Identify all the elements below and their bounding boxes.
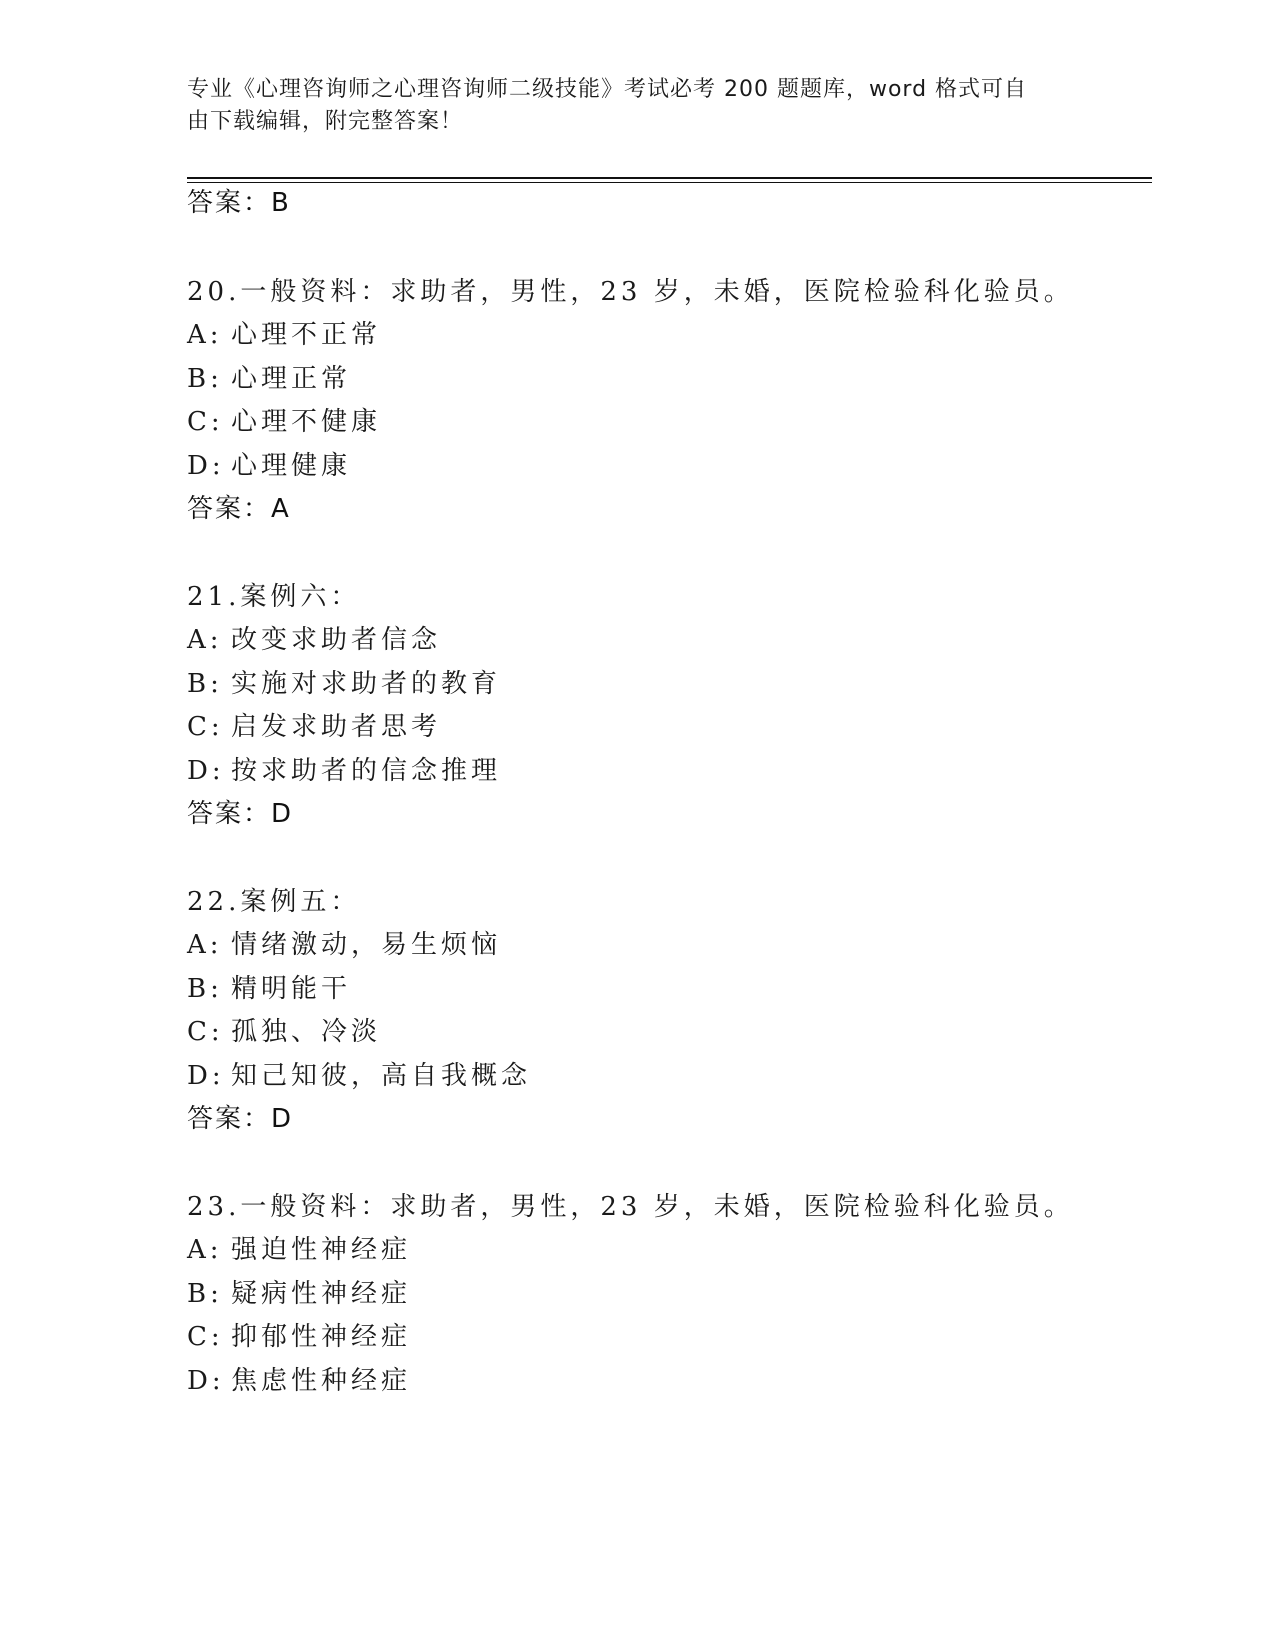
option-text: 按求助者的信念推理 xyxy=(231,756,502,786)
option-text: 焦虑性种经症 xyxy=(231,1366,412,1396)
header-divider-thin xyxy=(187,182,1152,183)
option-a xyxy=(187,1233,411,1267)
option-a xyxy=(187,928,501,962)
answer: 答案：D xyxy=(187,1104,294,1134)
option-text: 心理正常 xyxy=(231,364,352,394)
option-c xyxy=(187,1320,411,1354)
option-key: A: xyxy=(187,320,223,350)
option-text: 心理健康 xyxy=(231,451,352,481)
answer: 答案：D xyxy=(187,799,294,829)
option-key: A: xyxy=(187,625,223,655)
option-key: A: xyxy=(187,1235,223,1265)
option-key: B: xyxy=(187,1279,223,1309)
header-divider-thick xyxy=(187,177,1152,179)
option-text: 精明能干 xyxy=(231,974,352,1004)
option-key: C: xyxy=(187,407,224,437)
option-text: 抑郁性神经症 xyxy=(231,1322,412,1352)
option-key: D: xyxy=(187,1061,225,1091)
header-line-1: 专业《心理咨询师之心理咨询师二级技能》考试必考 200 题题库，word 格式可自 xyxy=(187,77,1028,102)
option-text: 启发求助者思考 xyxy=(231,712,442,742)
option-text: 心理不健康 xyxy=(231,407,382,437)
option-a xyxy=(187,318,381,352)
option-b xyxy=(187,1277,411,1311)
document-header xyxy=(187,74,1067,138)
option-text: 情绪激动，易生烦恼 xyxy=(231,930,502,960)
option-d xyxy=(187,449,351,483)
option-key: C: xyxy=(187,712,224,742)
option-text: 改变求助者信念 xyxy=(231,625,442,655)
option-text: 心理不正常 xyxy=(231,320,382,350)
option-d xyxy=(187,1059,531,1093)
option-key: B: xyxy=(187,364,223,394)
question-title: 20.一般资料：求助者，男性，23 岁，未婚，医院检验科化验员。 xyxy=(187,277,1074,307)
option-key: C: xyxy=(187,1017,224,1047)
question-title: 21.案例六： xyxy=(187,582,361,612)
option-a xyxy=(187,623,441,657)
option-b xyxy=(187,667,501,701)
option-b xyxy=(187,362,351,396)
option-text: 孤独、冷淡 xyxy=(231,1017,382,1047)
option-text: 疑病性神经症 xyxy=(231,1279,412,1309)
option-key: D: xyxy=(187,451,225,481)
option-c xyxy=(187,1015,381,1049)
option-text: 强迫性神经症 xyxy=(231,1235,412,1265)
option-b xyxy=(187,972,351,1006)
option-text: 知己知彼，高自我概念 xyxy=(231,1061,532,1091)
question-title: 22.案例五： xyxy=(187,887,361,917)
option-d xyxy=(187,754,501,788)
answer: 答案：A xyxy=(187,494,291,524)
previous-answer: 答案：B xyxy=(187,188,291,218)
option-key: C: xyxy=(187,1322,224,1352)
option-text: 实施对求助者的教育 xyxy=(231,669,502,699)
option-key: D: xyxy=(187,756,225,786)
option-c xyxy=(187,710,441,744)
header-line-2: 由下载编辑，附完整答案！ xyxy=(187,109,464,134)
option-key: B: xyxy=(187,974,223,1004)
option-key: D: xyxy=(187,1366,225,1396)
question-title: 23.一般资料：求助者，男性，23 岁，未婚，医院检验科化验员。 xyxy=(187,1192,1074,1222)
option-key: A: xyxy=(187,930,223,960)
option-d xyxy=(187,1364,411,1398)
option-c xyxy=(187,405,381,439)
option-key: B: xyxy=(187,669,223,699)
